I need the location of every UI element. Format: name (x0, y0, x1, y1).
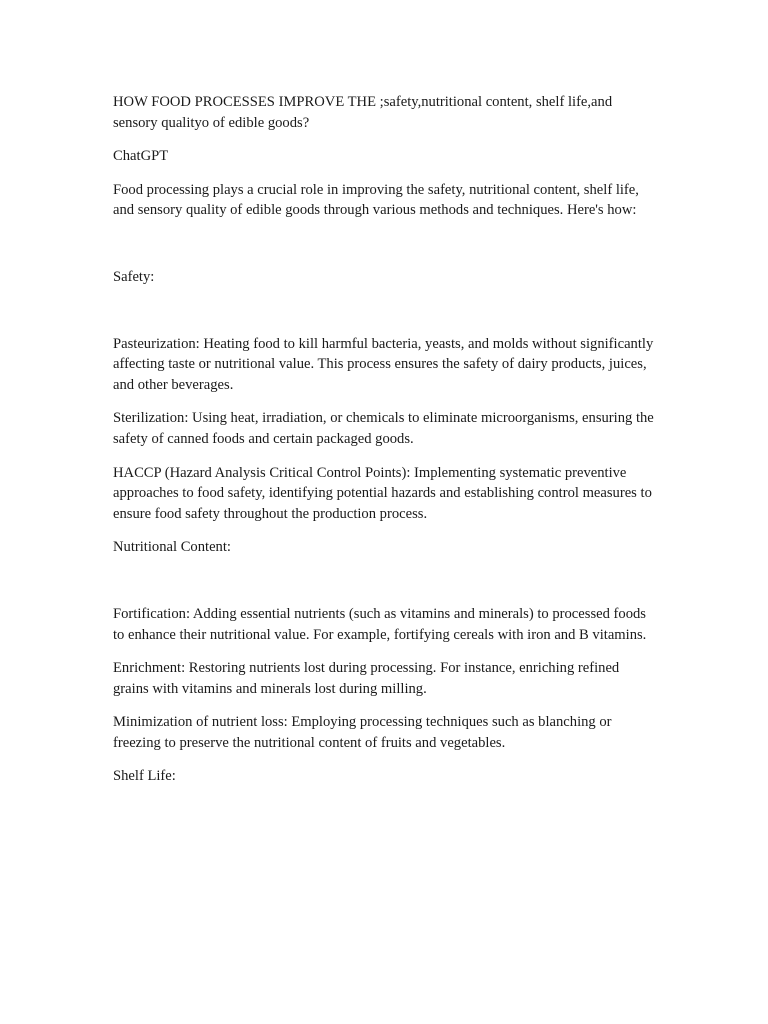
speaker-label: ChatGPT (113, 148, 169, 165)
blank-line (113, 234, 658, 267)
paragraph-sterilization: Sterilization: Using heat, irradiation, or chemicals to eliminate microorganisms, ensuring the safety of canned foods and certain packaged goods. (113, 410, 654, 447)
question-text: HOW FOOD PROCESSES IMPROVE THE ;safety,nutritional content, shelf life,and sensory qualityo of edible goods? (113, 94, 613, 131)
paragraph-enrichment: Enrichment: Restoring nutrients lost during processing. For instance, enriching refined grains with vitamins and minerals lost during milling. (113, 660, 620, 697)
intro-paragraph: Food processing plays a crucial role in improving the safety, nutritional content, shelf life, and sensory quality of edible goods through various methods and techniques. Here's how: (113, 181, 639, 219)
paragraph-haccp: HACCP (Hazard Analysis Critical Control Points): Implementing systematic preventive approaches to food safety, identifying potential hazards and establishing control measures to ensure food safety throughout the production process. (113, 464, 652, 522)
paragraph-pasteurization: Pasteurization: Heating food to kill harmful bacteria, yeasts, and molds without significantly affecting taste or nutritional value. This process ensures the safety of dairy products, juices, and other beverages. (113, 335, 654, 393)
blank-line (113, 571, 658, 604)
section-heading-safety: Safety: (113, 268, 155, 285)
section-heading-shelf-life: Shelf Life: (113, 768, 176, 785)
document-page (113, 92, 658, 800)
paragraph-fortification: Fortification: Adding essential nutrients (such as vitamins and minerals) to processed foods to enhance their nutritional value. For example, fortifying cereals with iron and B vitamins. (113, 605, 647, 643)
blank-line (113, 301, 658, 334)
section-heading-nutritional-content: Nutritional Content: (113, 539, 231, 556)
paragraph-nutrient-loss: Minimization of nutrient loss: Employing processing techniques such as blanching or freezing to preserve the nutritional content of fruits and vegetables. (113, 714, 612, 751)
